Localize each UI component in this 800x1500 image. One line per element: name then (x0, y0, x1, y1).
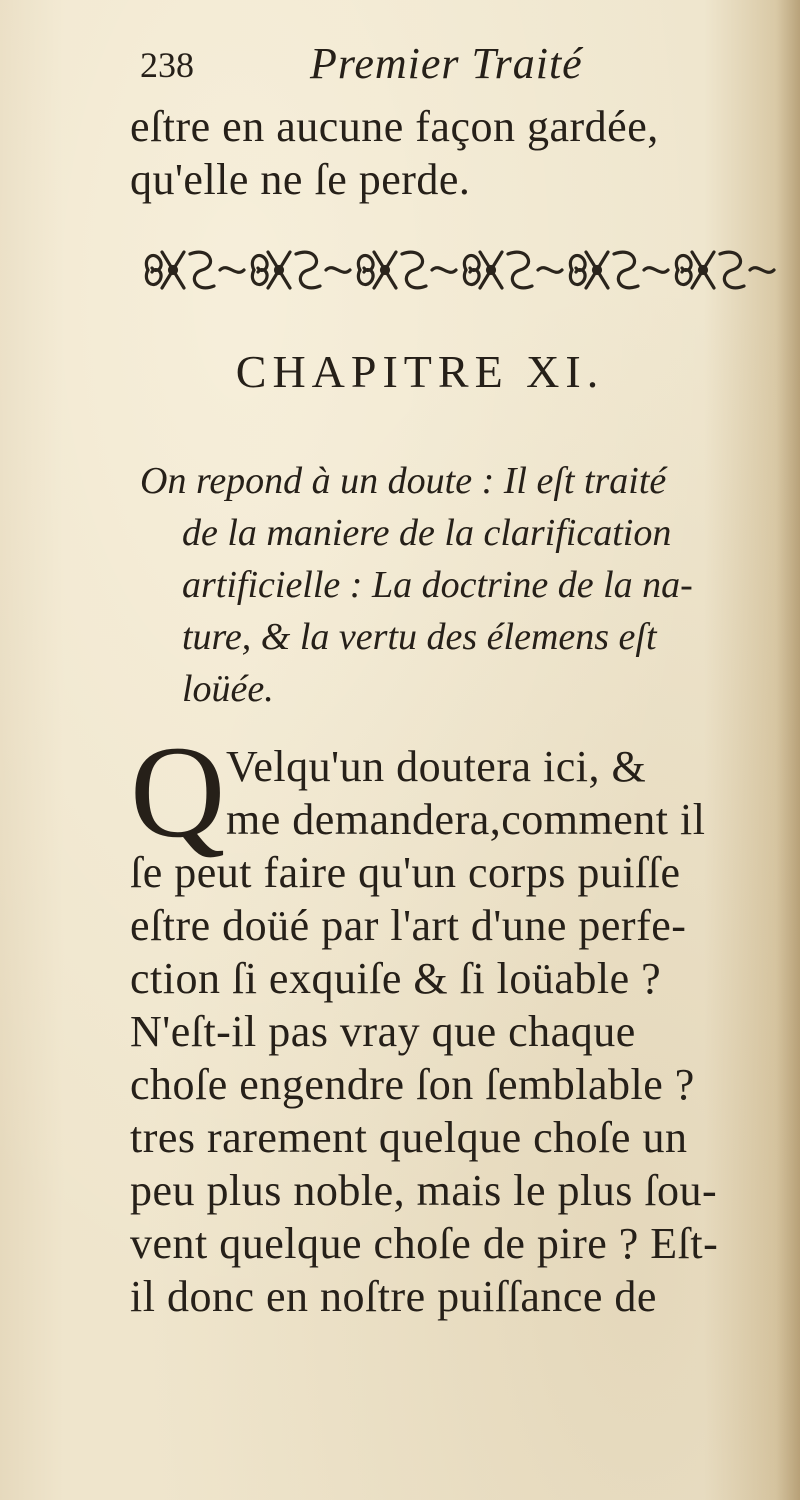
text-line: il donc en noſtre puiſſance de (130, 1272, 657, 1321)
argument-line: On repond à un doute : Il eſt traité (140, 460, 667, 502)
text-line: choſe engendre ſon ſemblable ? (130, 1060, 695, 1109)
text-line: tres rarement quelque choſe un (130, 1113, 688, 1162)
argument-line: ture, & la vertu des élemens eſt (182, 616, 657, 658)
fleuron-band-icon (140, 240, 780, 300)
text-line: ction ſi exquiſe & ſi loüable ? (130, 954, 662, 1003)
text-line: qu'elle ne ſe perde. (130, 155, 471, 204)
argument-line: artificielle : La doctrine de la na- (182, 564, 693, 606)
text-line: eſtre doüé par l'art d'une perfe- (130, 901, 687, 950)
text-line: Velqu'un doutera ici, & (226, 742, 647, 791)
body-text (130, 718, 790, 1323)
text-line: peu plus noble, mais le plus ſou- (130, 1166, 718, 1215)
drop-cap: Q (130, 718, 226, 865)
continuation-text (130, 100, 790, 206)
chapter-argument (140, 455, 790, 715)
page-number: 238 (140, 45, 194, 85)
argument-line: loüée. (182, 668, 274, 710)
text-line: ſe peut faire qu'un corps puiſſe (130, 848, 681, 897)
chapter-title: CHAPITRE XI. (235, 346, 605, 397)
text-line: vent quelque choſe de pire ? Eſt- (130, 1219, 719, 1268)
text-line: me demandera,comment il (226, 795, 706, 844)
text-line: N'eſt-il pas vray que chaque (130, 1007, 636, 1056)
running-title: Premier Traité (310, 39, 583, 88)
running-head (140, 38, 700, 98)
text-line: eſtre en aucune façon gardée, (130, 102, 659, 151)
argument-line: de la maniere de la clarification (182, 512, 672, 554)
